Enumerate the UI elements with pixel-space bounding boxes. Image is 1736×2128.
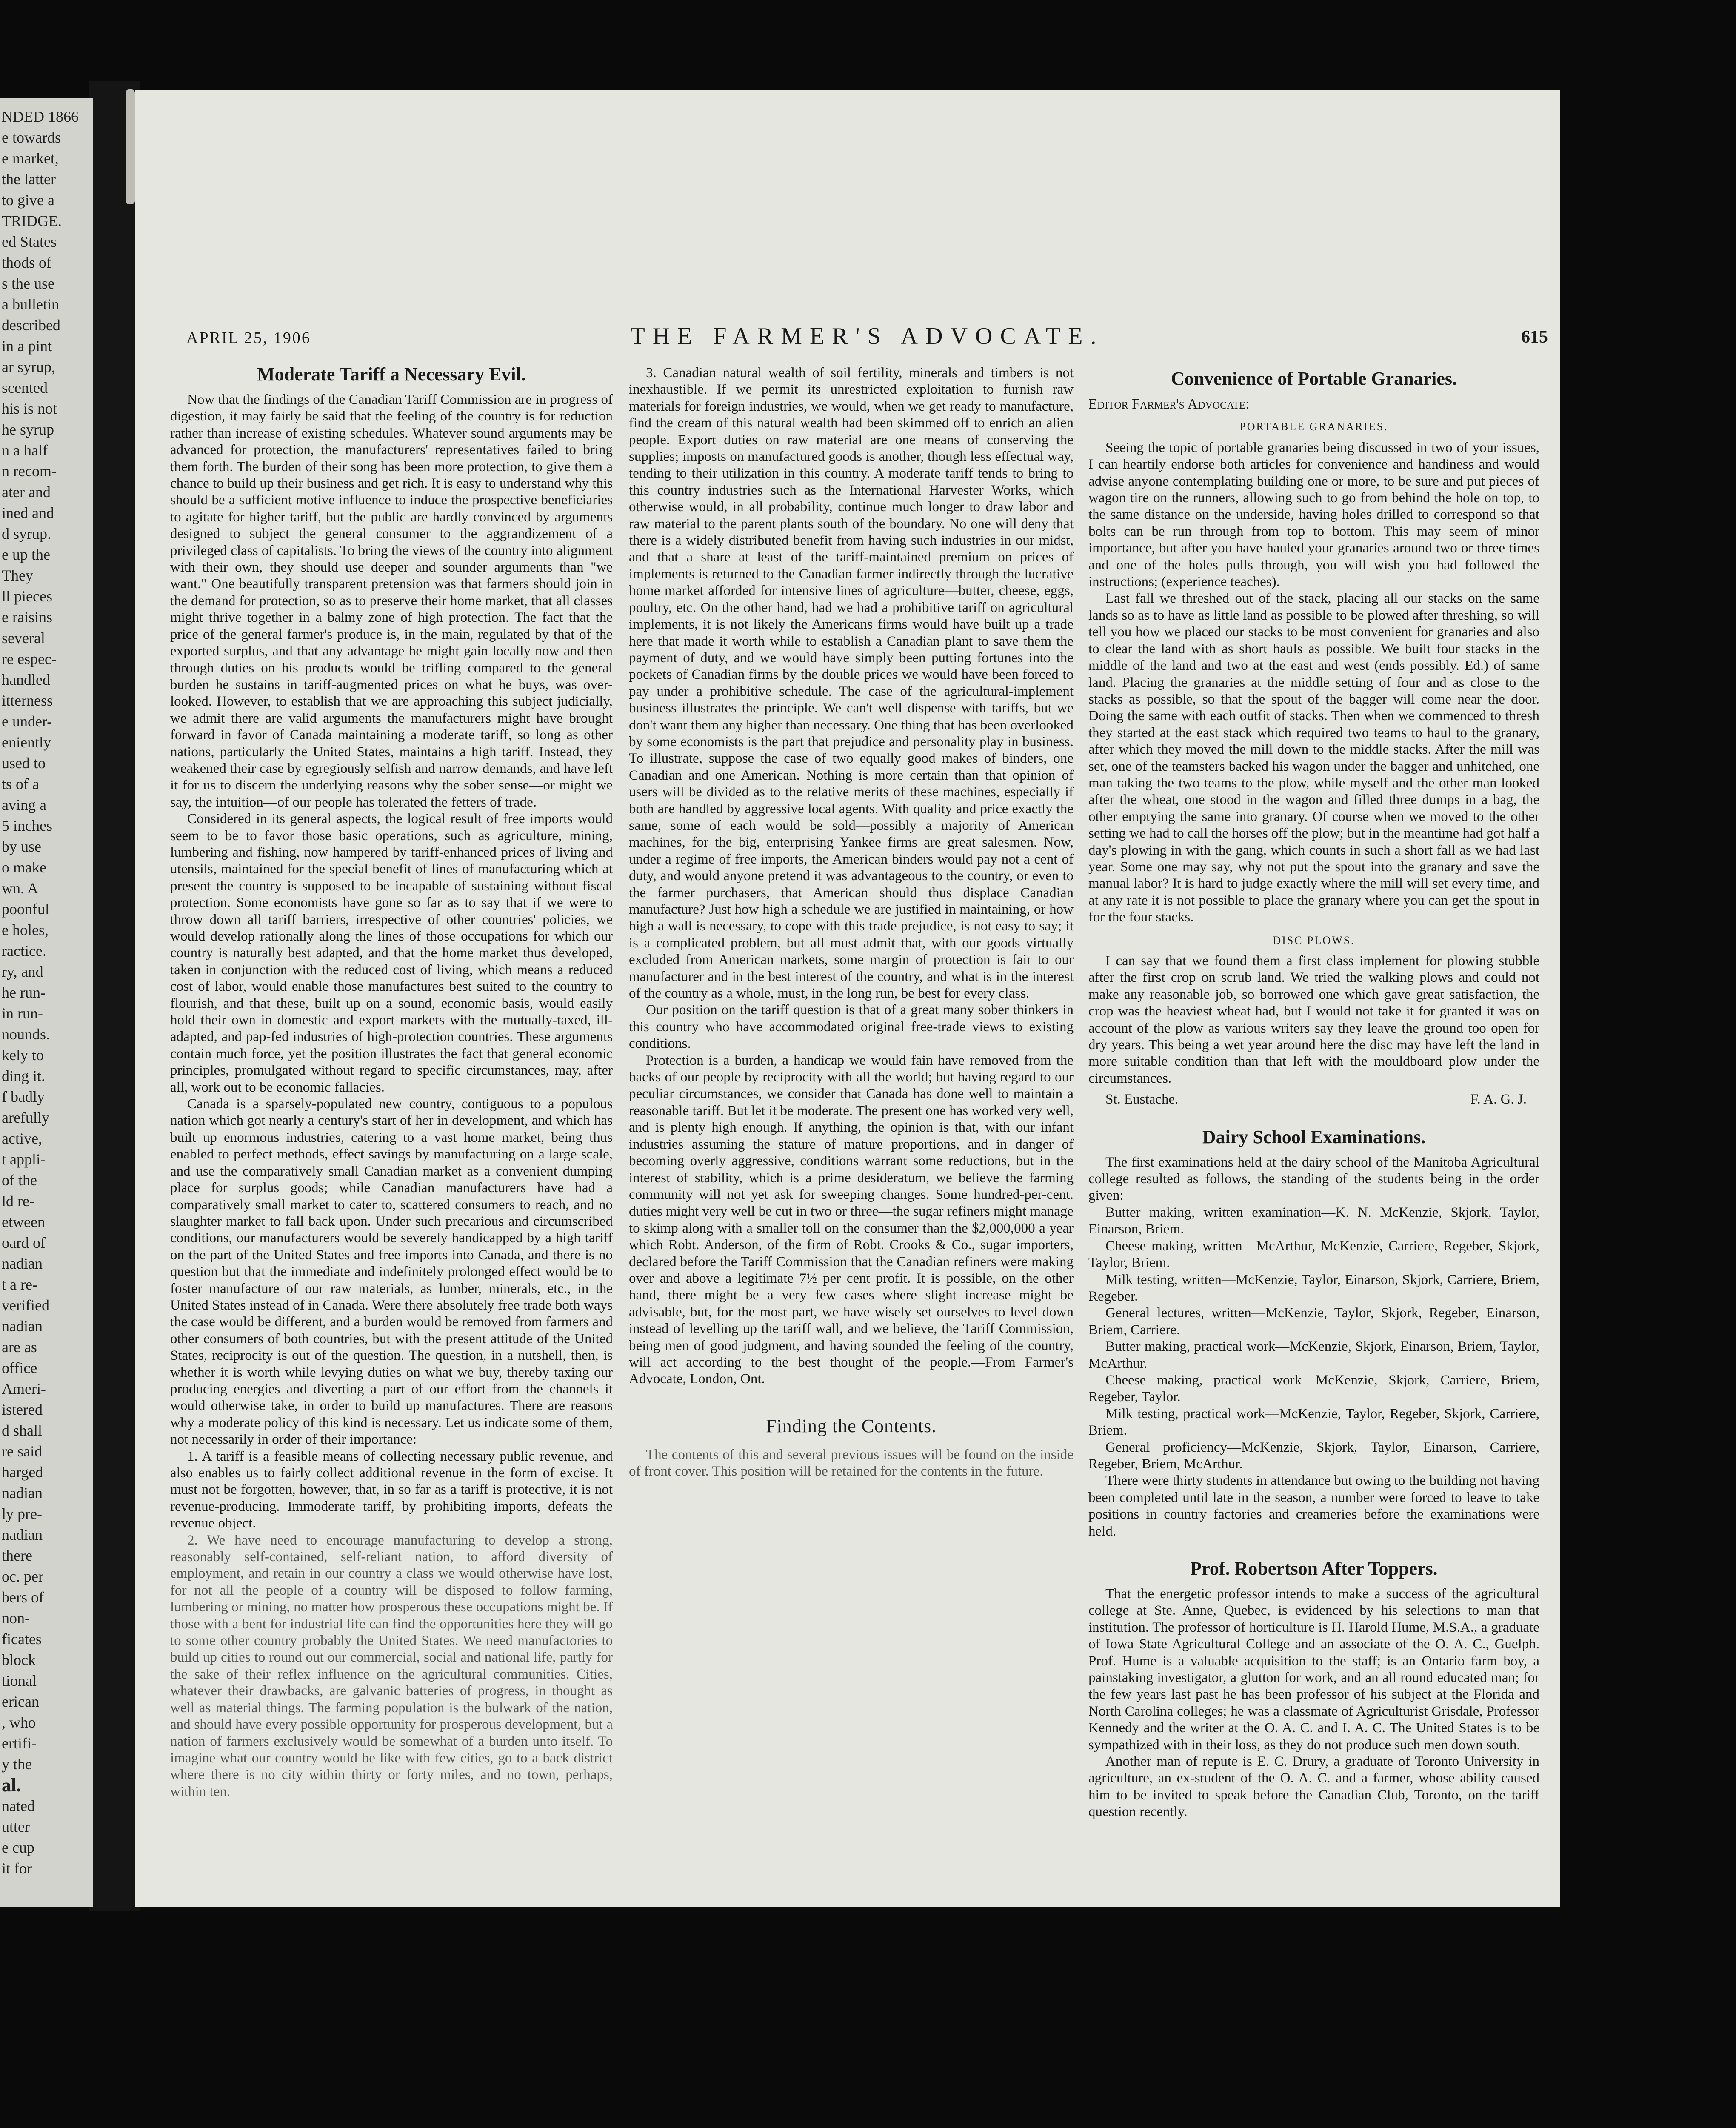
previous-page-fragment: bers of	[2, 1589, 44, 1606]
previous-page-fragment: wn. A	[2, 880, 39, 897]
previous-page-fragment: istered	[2, 1401, 43, 1418]
previous-page-fragment: ficates	[2, 1630, 42, 1647]
previous-page-fragment: ld re-	[2, 1193, 34, 1210]
paragraph: Now that the findings of the Canadian Tariff Commission are in progress of digestion, it may fairly be said that the feeling of the country is for reduction rather than increase of existing schedules. Whatever sound arguments may be advanced for protection, the manufacturers' representatives failed to bring them forth. The burden of their song has been more protection, to give them a chance to build up their business and get rich. It is easy to understand why this should be a sufficient motive influence to induce the prospective beneficiaries to agitate for higher tariff, but the public are hardly convinced by arguments designed to subject the general consumer to the aggrandizement of a privileged class of capitalists. To bring the views of the country into alignment with their own, they should use deeper and sounder arguments than "we want." One beautifully transparent pretension was that farmers should join in the demand for protection, so as to preserve their home market, that all classes might thrive together in a balmy zone of high protection. The fact that the price of the general farmer's produce is, in the main, regulated by that of the exported surplus, and that any advantage he might gain locally now and then through duties on his products would be trifling compared to the general burden he sustains in tariff-augmented prices on what he buys, was over-looked. However, to establish that we are approaching this subject judicially, we admit there are valid arguments the manufacturers might have brought forward in favor of Canada maintaining a moderate tariff, so long as other nations, particularly the United States, maintains a high tariff. Instead, they weakened their case by egregiously selfish and narrow demands, and have left it for us to discern the underlying reasons why the sober sense—or might we say, the intuition—of our people has tolerated the fetters of trade.	[170, 392, 613, 810]
paragraph: Protection is a burden, a handicap we would fain have removed from the backs of our people by reciprocity with all the world; but having regard to our peculiar circumstances, we consider that Canada has done well to maintain a reasonable tariff. But let it be moderate. The present one has worked very well, and is plenty high enough. If anything, the opinion is that, with our infant industries assuming the stature of mature proportions, and in danger of becoming overly aggressive, conditions warrant some reductions, but in the interest of stability, which is a prime desideratum, we believe the farming community will not yet ask for sweeping changes. Some hundred-per-cent. duties might very well be cut in two or three—the sugar refiners might manage to skimp along with a smaller toll on the consumer than the $2,000,000 a year which Robt. Anderson, of the firm of Robt. Crooks & Co., sugar importers, declared before the Tariff Commission that the Canadian refiners were making over and above a legitimate 7½ per cent profit. It is possible, on the other hand, there might be a very few cases where slight increase might be advisable, but, for the most part, we have wisely set ourselves to level down instead of levelling up the tariff wall, and we believe, the Tariff Commission, being men of good judgment, and having sounded the feeling of the country, will act according to the best thought of the people.—From Farmer's Advocate, London, Ont.	[629, 1053, 1074, 1387]
previous-page-fragment: it for	[2, 1860, 32, 1877]
paragraph: Canada is a sparsely-populated new country, contiguous to a populous nation which got nearly a century's start of her in development, and which has built up enormous industries, catering to a vast home market, being thus enabled to perfect methods, effect savings by manufacturing on a large scale, and use the comparatively small Canadian market as a convenient dumping place for surplus goods; while Canadian manufacturers have had a comparatively small market to cater to, scattered consumers to reach, and no slaughter market to fall back upon. Under such precarious and circumscribed conditions, our manufacturers would be severely handicapped by a high tariff on the part of the United States and free imports into Canada, and there is no question but that the immediate and indefinitely prolonged effect would be to foster manufacture of our raw materials, as lumber, minerals, etc., in the United States instead of in Canada. Were there absolutely free trade both ways the case would be different, and a burden would be removed from farmers and other consumers of both countries, but with the present attitude of the United States, reciprocity is out of the question. The question, in a nutshell, then, is whether it is worth while levying duties on what we buy, thereby taxing our producing energies and diverting a part of our effort from the channels it would otherwise take, in order to build up manufactures. There are reasons why a moderate policy of this kind is necessary. Let us indicate some of them, not necessarily in order of their importance:	[170, 1096, 613, 1447]
previous-page-fragment: NDED 1866	[2, 108, 79, 125]
article-title-robertson: Prof. Robertson After Toppers.	[1190, 1558, 1438, 1579]
subhead: DISC PLOWS.	[1273, 934, 1355, 947]
previous-page-fragment: re espec-	[2, 650, 57, 667]
signature-place: St. Eustache.	[1105, 1092, 1179, 1107]
previous-page-fragment: y the	[2, 1756, 32, 1773]
article-title-granaries: Convenience of Portable Granaries.	[1171, 368, 1457, 389]
paragraph: Our position on the tariff question is that of a great many sober thinkers in this country who have accommodated original free-trade views to existing conditions.	[629, 1002, 1074, 1052]
paragraph: Considered in its general aspects, the logical result of free imports would seem to be to favor those basic operations, such as agriculture, mining, lumbering and fishing, now hampered by tariff-enhanced prices of living and utensils, maintained for the special benefit of lines of manufacturing which at present the country is supposed to be incapable of sustaining without fiscal protection. Some economists have gone so far as to say that if we were to throw down all tariff barriers, irrespective of other countries' policies, we would develop rationally along the lines of those occupations for which our country is naturally best adapted, and that the home market thus developed, taken in conjunction with the reduced cost of living, which means a reduced cost of labor, would enable those manufactures best suited to the country to flourish, and that these, built up on a sound, economic basis, would easily hold their own in domestic and export markets with the mutually-taxed, ill-adapted, and pap-fed industries of high-protection countries. These arguments contain much force, yet the position illustrates the fact that general economic principles, promulgated without regard to specific circumstances, may, after all, work out to be economic fallacies.	[170, 811, 613, 1095]
previous-page-fragment: used to	[2, 755, 46, 772]
previous-page-fragment: ding it.	[2, 1067, 46, 1084]
paragraph: Seeing the topic of portable granaries being discussed in two of your issues, I can heartily endorse both articles for convenience and handiness and would advise anyone contemplating building one or more, to be sure and put pieces of wagon tire on the runners, allowing such to go from behind the hole on top, to the same distance on the underside, having holes drilled to correspond so that bolts can be run through from top to bottom. This may seem of minor importance, but after you have hauled your granaries around two or three times and one of the holes pulls through, you will wish you had followed the instructions; (experience teaches).	[1088, 440, 1539, 590]
previous-page-fragment: nounds.	[2, 1026, 50, 1043]
previous-page-fragment: oc. per	[2, 1568, 43, 1585]
previous-page-fragment: are as	[2, 1339, 37, 1356]
previous-page-fragment: s the use	[2, 275, 54, 292]
previous-page-fragment: itterness	[2, 692, 53, 709]
article-title-dairy: Dairy School Examinations.	[1202, 1126, 1426, 1147]
previous-page-fragment: f badly	[2, 1088, 45, 1105]
previous-page-fragment: he syrup	[2, 421, 54, 438]
previous-page-fragment: nadian	[2, 1318, 43, 1335]
previous-page-fragment: e towards	[2, 129, 61, 146]
page-header	[186, 312, 1548, 350]
previous-page-fragment: eniently	[2, 734, 51, 751]
subhead: PORTABLE GRANARIES.	[1239, 420, 1388, 433]
previous-page-fragment: ater and	[2, 483, 51, 501]
paragraph: Milk testing, practical work—McKenzie, Taylor, Regeber, Skjork, Carriere, Briem.	[1088, 1406, 1539, 1439]
previous-page-fragment: Ameri-	[2, 1380, 46, 1397]
previous-page-fragment: there	[2, 1547, 32, 1564]
previous-page-fragment: arefully	[2, 1109, 49, 1126]
column-1	[170, 363, 613, 1800]
signature-line	[1105, 1091, 1527, 1108]
paragraph: 1. A tariff is a feasible means of collecting necessary public revenue, and also enables us to fairly collect additional revenue in the form of excise. It must not be forgotten, however, that, in so far as a tariff is protective, it is not revenue-producing. Immoderate tariff, by prohibiting imports, defeats the revenue object.	[170, 1448, 613, 1531]
paragraph: Another man of repute is E. C. Drury, a graduate of Toronto University in agriculture, an ex-student of the O. A. C. and a farmer, whose ability caused him to be invited to speak before the Canadian Club, Toronto, on the tariff question recently.	[1088, 1754, 1539, 1820]
previous-page-fragment: several	[2, 629, 45, 646]
page-clip	[126, 89, 135, 204]
paragraph: There were thirty students in attendance but owing to the building not having been completed until late in the season, a number were forced to leave to take positions in country factories and creameries before the examinations were held.	[1088, 1473, 1539, 1539]
previous-page-fragment: , who	[2, 1714, 36, 1731]
previous-page-fragment: tional	[2, 1672, 37, 1689]
paragraph: That the energetic professor intends to make a success of the agricultural college at Ste. Anne, Quebec, is evidenced by his selections to man that institution. The professor of horticulture is H. Harold Hume, M.S.A., a graduate of Iowa State Agricultural College and an associate of the O. A. C., Guelph. Prof. Hume is a valuable acquisition to the staff; is an Ontario farm boy, a painstaking investigator, a glutton for work, and an all round educated man; for the few years last past he has been professor of his subject at the Florida and North Carolina colleges; he was a classmate of Agriculturist Grisdale, Professor Kennedy and the writer at the O. A. C. and I. A. C. The United States is to be sympathized with in their loss, as they do not produce such men down south.	[1088, 1586, 1539, 1753]
previous-page-fragment: active,	[2, 1130, 42, 1147]
previous-page-fragment: n recom-	[2, 463, 57, 480]
column-3	[1088, 367, 1539, 1821]
previous-page-fragment: ts of a	[2, 775, 39, 792]
paragraph: Cheese making, written—McArthur, McKenzie, Carriere, Regeber, Skjork, Taylor, Briem.	[1088, 1238, 1539, 1271]
paragraph: Milk testing, written—McKenzie, Taylor, Einarson, Skjork, Carriere, Briem, Regeber.	[1088, 1272, 1539, 1304]
previous-page-fragment: scented	[2, 379, 48, 396]
previous-page-fragment: etween	[2, 1213, 45, 1230]
previous-page-fragment: block	[2, 1651, 36, 1668]
paragraph: 3. Canadian natural wealth of soil fertility, minerals and timbers is not inexhaustible. If we permit its unrestricted exploitation to furnish raw materials for foreign industries, we would, when we get ready to manufacture, find the cream of this natural wealth had been skimmed off to enrich an alien people. Export duties on raw material are one means of conserving the supplies; imposts on manufactured goods is another, though less effectual way, tending to their utilization in this country. A moderate tariff tends to bring to this country industries such as the International Harvester Works, which otherwise would, in all probability, continue much longer to draw labor and raw material to the parent plants south of the boundary. No one will deny that there is a widely distributed benefit from having such industries in our midst, and that a share at least of the tariff-maintained premium on prices of implements is returned to the Canadian farmer indirectly through the lucrative home market afforded for intensive lines of agriculture—butter, cheese, eggs, poultry, etc. On the other hand, had we had a prohibitive tariff on agricultural implements, it is not likely the Americans firms would have built up a trade here that made it worth while to establish a Canadian plant to save them the payment of duty, and we would have simply been putting fortunes into the pockets of Canadian firms by the double prices we would have been forced to pay under a prohibitive schedule. The case of the agricultural-implement business illustrates the principle. We can't well dispense with tariffs, but we don't want them any higher than necessary. One thing that has been overlooked by some economists is the part that prejudice and personality play in business. To illustrate, suppose the case of two equally good makes of binders, one Canadian and one American. Nothing is more certain than that opinion of users will be divided as to the relative merits of these machines, especially if both are handled by aggressive local agents. With quality and price exactly the same, some of each would be sold—possibly a majority of American machines, for the big, enterprising Yankee firms are great salesmen. Now, under a regime of free imports, the American binders would pay not a cent of duty, and would anyone pretend it was advantageous to the country, or even to the farmer purchasers, that American should thus displace Canadian manufacture? Just how high a schedule we are justified in maintaining, or how high a wall is necessary, to cope with this trade prejudice, is not easy to say; it is a complicated problem, but all must admit that, with our goods virtually excluded from American markets, some margin of protection is fair to our manufacturer and in the best interest of the country, and what is in the interest of the country as a whole, must, in the long run, be best for every class.	[629, 365, 1074, 1001]
previous-page-fragment: poonful	[2, 901, 49, 918]
previous-page-fragment: ractice.	[2, 942, 46, 959]
previous-page-fragment: harged	[2, 1464, 43, 1481]
paragraph: General lectures, written—McKenzie, Taylor, Skjork, Regeber, Einarson, Briem, Carriere.	[1088, 1305, 1539, 1338]
previous-page-fragment: verified	[2, 1297, 49, 1314]
previous-page-fragment: d syrup.	[2, 525, 51, 542]
previous-page-fragment: a bulletin	[2, 296, 59, 313]
page-number: 615	[1521, 327, 1548, 347]
previous-page-edge	[0, 98, 93, 1907]
paragraph: General proficiency—McKenzie, Skjork, Taylor, Einarson, Carriere, Regeber, Briem, McArthur.	[1088, 1439, 1539, 1472]
previous-page-fragment: e up the	[2, 546, 50, 563]
previous-page-fragment: in run-	[2, 1005, 43, 1022]
paragraph: The first examinations held at the dairy school of the Manitoba Agricultural college resulted as follows, the standing of the students being in the order given:	[1088, 1154, 1539, 1204]
previous-page-fragment: nadian	[2, 1526, 43, 1543]
previous-page-fragment: e market,	[2, 150, 59, 167]
newspaper-page	[135, 90, 1560, 1907]
previous-page-fragment: ar syrup,	[2, 358, 55, 375]
previous-page-fragment: nadian	[2, 1255, 43, 1272]
previous-page-fragment: t a re-	[2, 1276, 37, 1293]
previous-page-fragment: of the	[2, 1172, 37, 1189]
signature-name: F. A. G. J.	[1470, 1092, 1527, 1107]
previous-page-fragment: ed States	[2, 233, 57, 250]
article-title-finding-contents: Finding the Contents.	[765, 1415, 937, 1436]
previous-page-fragment: by use	[2, 838, 41, 855]
previous-page-fragment: aving a	[2, 796, 46, 813]
previous-page-fragment: kely to	[2, 1047, 44, 1064]
issue-date: APRIL 25, 1906	[186, 329, 311, 347]
previous-page-fragment: al.	[2, 1775, 21, 1796]
previous-page-fragment: in a pint	[2, 338, 52, 355]
paragraph: Butter making, practical work—McKenzie, Skjork, Einarson, Briem, Taylor, McArthur.	[1088, 1339, 1539, 1371]
previous-page-fragment: non-	[2, 1610, 30, 1627]
previous-page-fragment: handled	[2, 671, 50, 688]
previous-page-fragment: e holes,	[2, 921, 49, 938]
previous-page-fragment: the latter	[2, 171, 56, 188]
paragraph: The contents of this and several previous issues will be found on the inside of front cover. This position will be retained for the contents in the future.	[629, 1447, 1074, 1479]
paragraph: Cheese making, practical work—McKenzie, Skjork, Carriere, Briem, Regeber, Taylor.	[1088, 1372, 1539, 1405]
previous-page-fragment: 5 inches	[2, 817, 52, 834]
previous-page-fragment: described	[2, 317, 60, 334]
previous-page-fragment: TRIDGE.	[2, 212, 62, 229]
article-title-tariff: Moderate Tariff a Necessary Evil.	[257, 364, 526, 385]
previous-page-fragment: he run-	[2, 984, 46, 1001]
previous-page-fragment: thods of	[2, 254, 51, 271]
previous-page-fragment: ry, and	[2, 963, 43, 980]
previous-page-fragment: ined and	[2, 504, 54, 521]
previous-page-fragment: oard of	[2, 1234, 46, 1251]
previous-page-fragment: utter	[2, 1818, 30, 1835]
previous-page-fragment: e raisins	[2, 609, 52, 626]
previous-page-fragment: e under-	[2, 713, 52, 730]
previous-page-fragment: nadian	[2, 1484, 43, 1502]
previous-page-fragment: nated	[2, 1797, 35, 1814]
paragraph: Butter making, written examination—K. N. McKenzie, Skjork, Taylor, Einarson, Briem.	[1088, 1204, 1539, 1237]
previous-page-fragment: ertifi-	[2, 1735, 37, 1752]
paragraph: Last fall we threshed out of the stack, placing all our stacks on the same lands so as to have as little land as possible to be plowed after threshing, so will tell you how we placed our stacks to be most convenient for granaries and also to clear the land with as short hauls as possible. We built four stacks in the middle of the land and two at the east and west (ends possibly. Ed.) of same land. Placing the granaries at the middle setting of four and as close to the stacks as possible, so that the spout of the bagger will come near the door. Doing the same with each outfit of stacks. Then when we commenced to thresh they started at the east stack which required two teams to haul to the granary, after which they moved the mill down to the middle stacks. After the mill was set, one of the teamsters backed his wagon under the bagger and unhitched, one man taking the two teams to the plow, while myself and the other man looked after the wheat, one stood in the wagon and filled three dumps in a bag, the other emptying the same into granary. Of course when we moved to the other setting we had to call the horses off the plow; but in the meantime had got half a day's plowing in with the gang, which counts in such a short fall as we had last year. Some one may say, why not put the spout into the granary and save the manual labor? It is hard to judge exactly where the mill will set every time, and at any rate it is not possible to place the granary where you can get the spout in for the four stacks.	[1088, 591, 1539, 925]
previous-page-fragment: n a half	[2, 442, 48, 459]
previous-page-fragment: office	[2, 1359, 37, 1376]
previous-page-fragment: ly pre-	[2, 1505, 42, 1522]
previous-page-fragment: his is not	[2, 400, 57, 417]
binding-gutter	[89, 81, 140, 1911]
previous-page-fragment: They	[2, 567, 33, 584]
masthead: THE FARMER'S ADVOCATE.	[630, 323, 1104, 349]
previous-page-fragment: ll pieces	[2, 588, 52, 605]
previous-page-fragment: erican	[2, 1693, 39, 1710]
editor-address: Editor Farmer's Advocate:	[1088, 396, 1250, 412]
previous-page-fragment: d shall	[2, 1422, 42, 1439]
previous-page-fragment: re said	[2, 1443, 42, 1460]
previous-page-fragment: t appli-	[2, 1151, 46, 1168]
paragraph: 2. We have need to encourage manufacturing to develop a strong, reasonably self-contained, self-reliant nation, to afford diversity of employment, and retain in our country a class we would otherwise have lost, for not all the people of a country will be disposed to follow farming, lumbering or mining, no matter how prosperous these occupations might be. If those with a bent for industrial life can find the opportunities here they will go to some other country probably the United States. We need manufactories to build up cities to round out our commercial, social and national life, partly for the sake of their reflex influence on the agricultural communities. Cities, whatever their drawbacks, are galvanic batteries of progress, in thought as well as material things. The farming population is the bulwark of the nation, and should have every possible opportunity for prosperous development, but a nation of farmers exclusively would be somewhat of a burden unto itself. To imagine what our country would be like with few cities, go to a back district where there is no city within thirty or forty miles, and no town, perhaps, within ten.	[170, 1532, 613, 1799]
previous-page-fragment: to give a	[2, 192, 54, 209]
previous-page-fragment: o make	[2, 859, 46, 876]
paragraph: I can say that we found them a first class implement for plowing stubble after the first crop on scrub land. We tried the walking plows and could not make any reasonable job, so borrowed one which gave great satisfaction, the crop was the heaviest wheat had, but I would not take it for granted it was on account of the plow as various writers say they leave the ground too open for dry years. This being a wet year around here the disc may have left the land in more suitable condition than that left with the mouldboard plow under the circumstances.	[1088, 953, 1539, 1086]
column-2	[629, 365, 1074, 1480]
previous-page-fragment: e cup	[2, 1839, 34, 1856]
